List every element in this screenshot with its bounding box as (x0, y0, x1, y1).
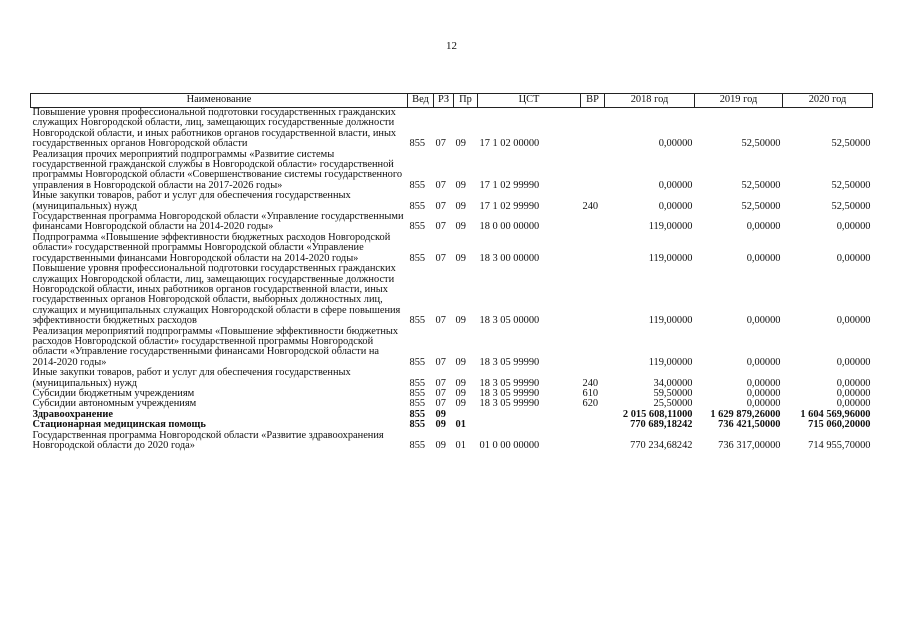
row-ved: 855 (409, 315, 426, 327)
row-cst: 18 3 00 00000 (479, 252, 540, 264)
row-2019: 0,00000 (746, 387, 781, 399)
row-vr: 610 (582, 387, 599, 399)
row-2018: 25,50000 (653, 398, 693, 410)
row-cst: 18 3 05 00000 (479, 315, 540, 327)
row-2019: 52,50000 (741, 138, 781, 150)
row-2018: 0,00000 (658, 138, 693, 150)
table-row (31, 191, 873, 212)
row-name: Повышение уровня профессиональной подготовки государственных гражданских служащих Новгородской области, лиц, замещающих государственные должности Новгородской области, иных работников органов государственной власти, иных государственных органов Новгородской области, выборных должностных лиц, служащих и муниципальных служащих Новгородской области в сфере повышения эффективности бюджетных расходов (32, 263, 401, 327)
row-name: Субсидии автономным учреждениям (32, 398, 197, 410)
row-rz: 07 (435, 387, 446, 399)
table-row (31, 327, 873, 369)
row-2019: 0,00000 (746, 377, 781, 389)
header-rz: РЗ (434, 94, 454, 108)
row-rz: 09 (435, 408, 446, 420)
row-2020: 0,00000 (836, 252, 871, 264)
row-2020: 714 955,70000 (808, 440, 871, 451)
row-pr: 09 (455, 398, 466, 410)
row-cst (478, 410, 581, 420)
row-2018: 119,00000 (648, 315, 693, 327)
table-row (31, 368, 873, 389)
table-header-row (31, 94, 873, 108)
row-name: Государственная программа Новгородской области «Развитие здравоохранения Новгородской области до 2020 года» (32, 429, 384, 451)
row-name: Государственная программа Новгородской области «Управление государственными финансами Новгородской области на 2014-2020 годы» (32, 211, 404, 233)
row-2020: 715 060,20000 (808, 419, 871, 431)
row-rz: 09 (435, 419, 446, 431)
row-rz: 07 (435, 356, 446, 368)
row-ved: 855 (409, 387, 426, 399)
row-vr (581, 410, 605, 420)
header-2020: 2020 год (783, 94, 873, 108)
header-2018: 2018 год (605, 94, 695, 108)
row-2019: 0,00000 (746, 252, 781, 264)
row-ved: 855 (409, 377, 426, 389)
row-ved: 855 (409, 179, 426, 191)
row-rz: 07 (435, 377, 446, 389)
row-rz: 07 (435, 179, 446, 191)
row-pr: 09 (455, 252, 466, 264)
header-cst: ЦСТ (478, 94, 581, 108)
row-vr (581, 431, 605, 452)
row-2018: 0,00000 (658, 200, 693, 212)
row-2019: 52,50000 (741, 179, 781, 191)
row-2019: 52,50000 (741, 200, 781, 212)
row-rz: 07 (435, 221, 446, 233)
row-rz: 09 (435, 440, 446, 451)
row-2019: 0,00000 (746, 221, 781, 233)
row-ved: 855 (409, 200, 426, 212)
table-row (31, 431, 873, 452)
row-2019: 736 317,00000 (718, 440, 781, 451)
row-name: Реализация мероприятий подпрограммы «Повышение эффективности бюджетных расходов Новгородской области» государственной программы Новгородской области «Управление государственными финансами Новгородской области на 2014-2020 годы» (32, 325, 399, 368)
row-vr (581, 233, 605, 264)
row-ved: 855 (409, 408, 426, 420)
row-name: Повышение уровня профессиональной подготовки государственных гражданских служащих Новгородской области, лиц, замещающих государственные должности Новгородской области, и иных работников органов государственной власти, иных государственных органов Новгородской области (32, 107, 397, 150)
row-2019: 0,00000 (746, 356, 781, 368)
row-vr: 240 (582, 377, 599, 389)
row-rz: 07 (435, 398, 446, 410)
table-row (31, 264, 873, 326)
row-cst: 18 3 05 99990 (479, 356, 540, 368)
row-2019: 0,00000 (746, 315, 781, 327)
row-name: Иные закупки товаров, работ и услуг для обеспечения государственных (муниципальных) нужд (32, 367, 351, 389)
table-row (31, 212, 873, 233)
header-vr: ВР (581, 94, 605, 108)
page-number: 12 (446, 40, 457, 52)
row-2020: 0,00000 (836, 315, 871, 327)
row-cst: 01 0 00 00000 (479, 440, 540, 451)
row-ved: 855 (409, 440, 426, 451)
header-name: Наименование (31, 94, 408, 108)
row-pr: 09 (455, 377, 466, 389)
row-vr (581, 264, 605, 326)
header-pr: Пр (454, 94, 478, 108)
budget-table (30, 93, 873, 451)
row-2019: 0,00000 (746, 398, 781, 410)
row-2018: 119,00000 (648, 252, 693, 264)
row-rz: 07 (435, 138, 446, 150)
row-rz: 07 (435, 200, 446, 212)
row-2018: 770 689,18242 (630, 419, 693, 431)
row-name: Здравоохранение (32, 408, 113, 420)
row-vr: 620 (582, 398, 599, 410)
row-pr: 01 (455, 440, 466, 451)
row-2018: 59,50000 (653, 387, 693, 399)
row-ved: 855 (409, 356, 426, 368)
row-2019: 736 421,50000 (718, 419, 781, 431)
row-vr (581, 327, 605, 369)
row-cst: 18 3 05 99990 (479, 398, 540, 410)
row-2018: 770 234,68242 (630, 440, 693, 451)
row-name: Реализация прочих мероприятий подпрограммы «Развитие системы государственной гражданской службы в Новгородской области» государственной программы Новгородской области «Совершенствование системы государственного управления в Новгородской области на 2017-2026 годы» (32, 148, 403, 191)
row-cst: 18 3 05 99990 (479, 387, 540, 399)
row-vr (581, 108, 605, 150)
row-cst: 18 3 05 99990 (479, 377, 540, 389)
row-pr: 09 (455, 221, 466, 233)
table-row (31, 108, 873, 150)
row-cst: 17 1 02 99990 (479, 200, 540, 212)
row-2018: 2 015 608,11000 (622, 408, 693, 420)
row-pr: 09 (455, 356, 466, 368)
row-2018: 0,00000 (658, 179, 693, 191)
row-ved: 855 (409, 398, 426, 410)
row-ved: 855 (409, 252, 426, 264)
row-vr: 240 (582, 200, 599, 212)
row-2018: 34,00000 (653, 377, 693, 389)
row-name: Субсидии бюджетным учреждениям (32, 387, 195, 399)
header-ved: Вед (408, 94, 434, 108)
row-2020: 0,00000 (836, 398, 871, 410)
row-2020: 0,00000 (836, 356, 871, 368)
row-rz: 07 (435, 252, 446, 264)
header-2019: 2019 год (695, 94, 783, 108)
row-pr: 01 (455, 419, 466, 431)
row-2020: 52,50000 (831, 138, 871, 150)
table-row (31, 233, 873, 264)
row-name: Подпрограмма «Повышение эффективности бюджетных расходов Новгородской области» государственной программы Новгородской области «Управление государственными финансами Новгородской области на 2014-2020 годы» (32, 231, 391, 264)
row-vr (581, 150, 605, 192)
row-cst: 17 1 02 99990 (479, 179, 540, 191)
table-body (31, 108, 873, 452)
row-2020: 52,50000 (831, 179, 871, 191)
row-cst: 17 1 02 00000 (479, 138, 540, 150)
row-2020: 1 604 569,96000 (800, 408, 871, 420)
row-2020: 52,50000 (831, 200, 871, 212)
row-2020: 0,00000 (836, 387, 871, 399)
row-ved: 855 (409, 221, 426, 233)
row-pr: 09 (455, 200, 466, 212)
row-pr: 09 (455, 315, 466, 327)
row-ved: 855 (409, 138, 426, 150)
row-cst (478, 420, 581, 430)
row-pr: 09 (455, 138, 466, 150)
row-2020: 0,00000 (836, 377, 871, 389)
row-2019: 1 629 879,26000 (710, 408, 781, 420)
row-ved: 855 (409, 419, 426, 431)
row-2020: 0,00000 (836, 221, 871, 233)
row-2018: 119,00000 (648, 221, 693, 233)
row-name: Иные закупки товаров, работ и услуг для обеспечения государственных (муниципальных) нужд (32, 190, 351, 212)
row-cst: 18 0 00 00000 (479, 221, 540, 233)
row-2018: 119,00000 (648, 356, 693, 368)
table-row (31, 150, 873, 192)
row-vr (581, 420, 605, 430)
row-rz: 07 (435, 315, 446, 327)
row-pr: 09 (455, 387, 466, 399)
row-name: Стационарная медицинская помощь (32, 419, 206, 431)
row-vr (581, 212, 605, 233)
row-pr: 09 (455, 179, 466, 191)
